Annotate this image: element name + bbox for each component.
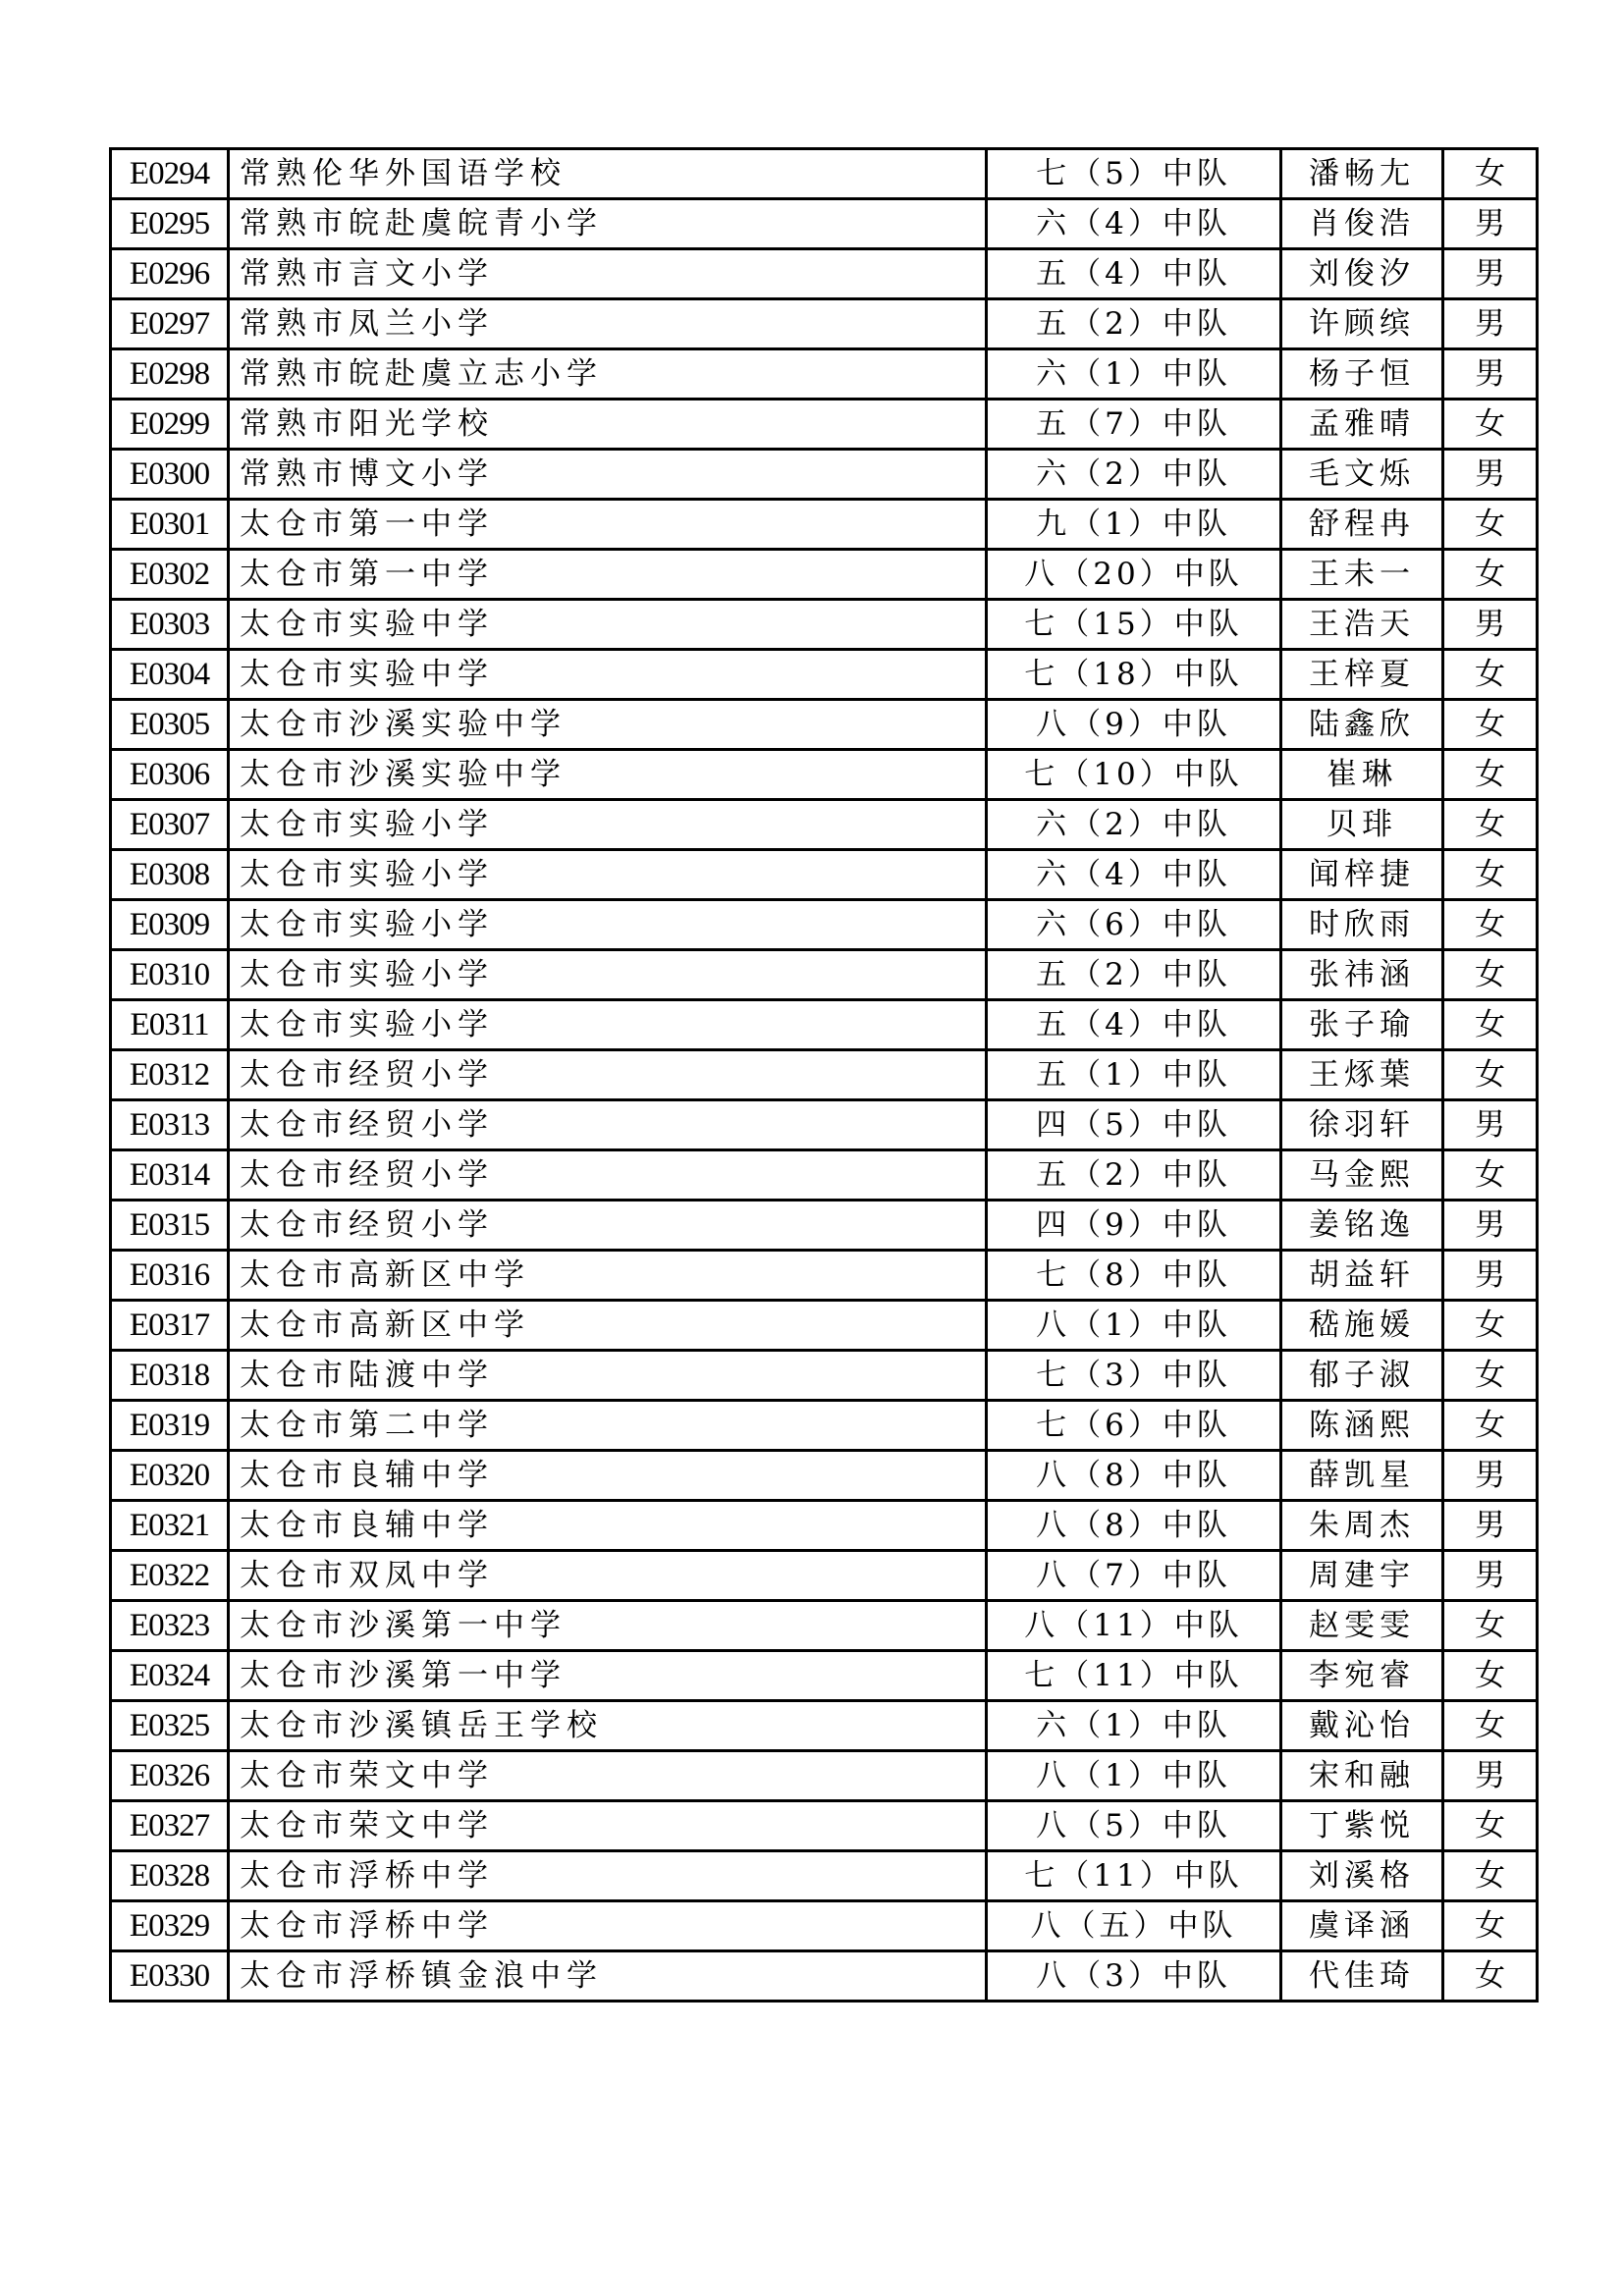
student-name-cell: 刘溪格 (1281, 1851, 1443, 1901)
gender-cell: 女 (1443, 750, 1538, 800)
class-cell: 五（7）中队 (987, 400, 1281, 450)
school-cell: 太仓市良辅中学 (229, 1501, 987, 1551)
gender-cell: 女 (1443, 1701, 1538, 1751)
table-row (111, 550, 1538, 600)
student-id-cell: E0306 (111, 750, 229, 800)
class-cell: 六（1）中队 (987, 349, 1281, 400)
table-row (111, 1751, 1538, 1801)
gender-cell: 女 (1443, 1601, 1538, 1651)
gender-cell: 男 (1443, 1100, 1538, 1150)
student-id-cell: E0310 (111, 950, 229, 1000)
gender-cell: 女 (1443, 1000, 1538, 1050)
class-cell: 七（15）中队 (987, 600, 1281, 650)
school-cell: 太仓市实验小学 (229, 850, 987, 900)
student-id-cell: E0330 (111, 1951, 229, 2002)
gender-cell: 女 (1443, 1050, 1538, 1100)
class-cell: 八（5）中队 (987, 1801, 1281, 1851)
student-id-cell: E0327 (111, 1801, 229, 1851)
table-row (111, 1651, 1538, 1701)
table-row (111, 450, 1538, 500)
gender-cell: 女 (1443, 1351, 1538, 1401)
class-cell: 四（9）中队 (987, 1201, 1281, 1251)
gender-cell: 男 (1443, 199, 1538, 249)
student-id-cell: E0329 (111, 1901, 229, 1951)
student-name-cell: 马金熙 (1281, 1150, 1443, 1201)
class-cell: 八（8）中队 (987, 1501, 1281, 1551)
class-cell: 六（4）中队 (987, 199, 1281, 249)
class-cell: 六（1）中队 (987, 1701, 1281, 1751)
gender-cell: 男 (1443, 1201, 1538, 1251)
school-cell: 太仓市实验小学 (229, 950, 987, 1000)
table-row (111, 1201, 1538, 1251)
school-cell: 太仓市浮桥镇金浪中学 (229, 1951, 987, 2002)
student-name-cell: 张子瑜 (1281, 1000, 1443, 1050)
class-cell: 八（20）中队 (987, 550, 1281, 600)
school-cell: 太仓市浮桥中学 (229, 1901, 987, 1951)
school-cell: 太仓市陆渡中学 (229, 1351, 987, 1401)
table-row (111, 349, 1538, 400)
student-name-cell: 嵇施媛 (1281, 1301, 1443, 1351)
table-row (111, 600, 1538, 650)
table-row (111, 1451, 1538, 1501)
student-name-cell: 姜铭逸 (1281, 1201, 1443, 1251)
table-row (111, 1851, 1538, 1901)
class-cell: 七（10）中队 (987, 750, 1281, 800)
class-cell: 六（2）中队 (987, 450, 1281, 500)
school-cell: 常熟市凤兰小学 (229, 299, 987, 349)
student-id-cell: E0326 (111, 1751, 229, 1801)
student-id-cell: E0316 (111, 1251, 229, 1301)
student-id-cell: E0315 (111, 1201, 229, 1251)
student-name-cell: 郁子淑 (1281, 1351, 1443, 1401)
student-name-cell: 虞译涵 (1281, 1901, 1443, 1951)
table-row (111, 950, 1538, 1000)
school-cell: 太仓市荣文中学 (229, 1801, 987, 1851)
gender-cell: 男 (1443, 1451, 1538, 1501)
student-name-cell: 时欣雨 (1281, 900, 1443, 950)
student-id-cell: E0314 (111, 1150, 229, 1201)
student-name-cell: 丁紫悦 (1281, 1801, 1443, 1851)
table-row (111, 1551, 1538, 1601)
student-name-cell: 朱周杰 (1281, 1501, 1443, 1551)
school-cell: 太仓市实验中学 (229, 650, 987, 700)
gender-cell: 女 (1443, 1851, 1538, 1901)
class-cell: 五（4）中队 (987, 1000, 1281, 1050)
gender-cell: 男 (1443, 1501, 1538, 1551)
student-name-cell: 陈涵熙 (1281, 1401, 1443, 1451)
school-cell: 太仓市沙溪镇岳王学校 (229, 1701, 987, 1751)
student-name-cell: 胡益轩 (1281, 1251, 1443, 1301)
table-row (111, 650, 1538, 700)
student-name-cell: 赵雯雯 (1281, 1601, 1443, 1651)
student-name-cell: 王未一 (1281, 550, 1443, 600)
school-cell: 太仓市良辅中学 (229, 1451, 987, 1501)
student-name-cell: 宋和融 (1281, 1751, 1443, 1801)
student-id-cell: E0303 (111, 600, 229, 650)
student-id-cell: E0298 (111, 349, 229, 400)
student-id-cell: E0311 (111, 1000, 229, 1050)
gender-cell: 女 (1443, 950, 1538, 1000)
school-cell: 太仓市荣文中学 (229, 1751, 987, 1801)
class-cell: 五（1）中队 (987, 1050, 1281, 1100)
student-id-cell: E0308 (111, 850, 229, 900)
class-cell: 七（5）中队 (987, 149, 1281, 199)
gender-cell: 男 (1443, 1251, 1538, 1301)
school-cell: 太仓市第一中学 (229, 550, 987, 600)
gender-cell: 男 (1443, 349, 1538, 400)
class-cell: 七（11）中队 (987, 1851, 1281, 1901)
table-row (111, 700, 1538, 750)
class-cell: 八（11）中队 (987, 1601, 1281, 1651)
student-id-cell: E0319 (111, 1401, 229, 1451)
student-name-cell: 贝琲 (1281, 800, 1443, 850)
roster-table (109, 147, 1539, 2002)
student-id-cell: E0312 (111, 1050, 229, 1100)
gender-cell: 女 (1443, 1301, 1538, 1351)
gender-cell: 女 (1443, 900, 1538, 950)
table-row (111, 750, 1538, 800)
gender-cell: 女 (1443, 700, 1538, 750)
student-id-cell: E0322 (111, 1551, 229, 1601)
student-name-cell: 徐羽轩 (1281, 1100, 1443, 1150)
school-cell: 太仓市经贸小学 (229, 1100, 987, 1150)
gender-cell: 女 (1443, 1801, 1538, 1851)
school-cell: 常熟市博文小学 (229, 450, 987, 500)
student-id-cell: E0305 (111, 700, 229, 750)
table-row (111, 299, 1538, 349)
table-row (111, 199, 1538, 249)
gender-cell: 男 (1443, 1551, 1538, 1601)
school-cell: 太仓市高新区中学 (229, 1301, 987, 1351)
student-id-cell: E0320 (111, 1451, 229, 1501)
class-cell: 八（7）中队 (987, 1551, 1281, 1601)
school-cell: 太仓市第二中学 (229, 1401, 987, 1451)
class-cell: 七（18）中队 (987, 650, 1281, 700)
class-cell: 六（4）中队 (987, 850, 1281, 900)
student-name-cell: 肖俊浩 (1281, 199, 1443, 249)
class-cell: 八（9）中队 (987, 700, 1281, 750)
table-row (111, 1251, 1538, 1301)
student-name-cell: 薛凯星 (1281, 1451, 1443, 1501)
student-name-cell: 潘畅尢 (1281, 149, 1443, 199)
student-id-cell: E0318 (111, 1351, 229, 1401)
student-name-cell: 周建宇 (1281, 1551, 1443, 1601)
student-id-cell: E0304 (111, 650, 229, 700)
student-id-cell: E0302 (111, 550, 229, 600)
table-row (111, 1150, 1538, 1201)
student-name-cell: 孟雅晴 (1281, 400, 1443, 450)
student-id-cell: E0323 (111, 1601, 229, 1651)
school-cell: 太仓市实验中学 (229, 600, 987, 650)
roster-table-body (111, 149, 1538, 2002)
school-cell: 太仓市第一中学 (229, 500, 987, 550)
class-cell: 五（2）中队 (987, 1150, 1281, 1201)
student-name-cell: 陆鑫欣 (1281, 700, 1443, 750)
school-cell: 太仓市沙溪实验中学 (229, 750, 987, 800)
table-row (111, 850, 1538, 900)
table-row (111, 149, 1538, 199)
student-id-cell: E0294 (111, 149, 229, 199)
gender-cell: 女 (1443, 1951, 1538, 2002)
class-cell: 七（8）中队 (987, 1251, 1281, 1301)
school-cell: 太仓市沙溪实验中学 (229, 700, 987, 750)
school-cell: 常熟伦华外国语学校 (229, 149, 987, 199)
student-name-cell: 舒程冉 (1281, 500, 1443, 550)
student-id-cell: E0324 (111, 1651, 229, 1701)
table-row (111, 1351, 1538, 1401)
school-cell: 太仓市经贸小学 (229, 1150, 987, 1201)
student-name-cell: 毛文烁 (1281, 450, 1443, 500)
class-cell: 七（6）中队 (987, 1401, 1281, 1451)
class-cell: 五（2）中队 (987, 299, 1281, 349)
class-cell: 七（11）中队 (987, 1651, 1281, 1701)
table-row (111, 800, 1538, 850)
gender-cell: 女 (1443, 1651, 1538, 1701)
school-cell: 常熟市皖赴虞立志小学 (229, 349, 987, 400)
student-id-cell: E0295 (111, 199, 229, 249)
class-cell: 六（6）中队 (987, 900, 1281, 950)
school-cell: 太仓市浮桥中学 (229, 1851, 987, 1901)
class-cell: 八（1）中队 (987, 1301, 1281, 1351)
gender-cell: 女 (1443, 1150, 1538, 1201)
class-cell: 五（2）中队 (987, 950, 1281, 1000)
class-cell: 八（1）中队 (987, 1751, 1281, 1801)
student-id-cell: E0296 (111, 249, 229, 299)
gender-cell: 男 (1443, 1751, 1538, 1801)
table-row (111, 500, 1538, 550)
table-row (111, 1701, 1538, 1751)
table-row (111, 1000, 1538, 1050)
school-cell: 太仓市实验小学 (229, 800, 987, 850)
table-row (111, 1401, 1538, 1451)
student-id-cell: E0300 (111, 450, 229, 500)
student-id-cell: E0317 (111, 1301, 229, 1351)
table-row (111, 1801, 1538, 1851)
table-row (111, 1100, 1538, 1150)
gender-cell: 男 (1443, 450, 1538, 500)
gender-cell: 男 (1443, 249, 1538, 299)
student-name-cell: 闻梓捷 (1281, 850, 1443, 900)
table-row (111, 900, 1538, 950)
class-cell: 八（3）中队 (987, 1951, 1281, 2002)
school-cell: 太仓市双凤中学 (229, 1551, 987, 1601)
student-id-cell: E0307 (111, 800, 229, 850)
table-row (111, 249, 1538, 299)
student-name-cell: 李宛睿 (1281, 1651, 1443, 1701)
class-cell: 七（3）中队 (987, 1351, 1281, 1401)
gender-cell: 女 (1443, 1401, 1538, 1451)
student-id-cell: E0313 (111, 1100, 229, 1150)
gender-cell: 女 (1443, 1901, 1538, 1951)
school-cell: 常熟市阳光学校 (229, 400, 987, 450)
class-cell: 四（5）中队 (987, 1100, 1281, 1150)
gender-cell: 男 (1443, 600, 1538, 650)
class-cell: 五（4）中队 (987, 249, 1281, 299)
class-cell: 六（2）中队 (987, 800, 1281, 850)
gender-cell: 女 (1443, 400, 1538, 450)
school-cell: 太仓市实验小学 (229, 900, 987, 950)
table-row (111, 1951, 1538, 2002)
student-name-cell: 刘俊汐 (1281, 249, 1443, 299)
student-name-cell: 许顾缤 (1281, 299, 1443, 349)
student-name-cell: 王浩天 (1281, 600, 1443, 650)
school-cell: 太仓市沙溪第一中学 (229, 1601, 987, 1651)
gender-cell: 女 (1443, 149, 1538, 199)
student-name-cell: 戴沁怡 (1281, 1701, 1443, 1751)
gender-cell: 女 (1443, 850, 1538, 900)
gender-cell: 女 (1443, 550, 1538, 600)
gender-cell: 女 (1443, 650, 1538, 700)
student-id-cell: E0325 (111, 1701, 229, 1751)
school-cell: 太仓市经贸小学 (229, 1201, 987, 1251)
table-row (111, 400, 1538, 450)
table-row (111, 1501, 1538, 1551)
gender-cell: 男 (1443, 299, 1538, 349)
gender-cell: 女 (1443, 500, 1538, 550)
student-name-cell: 张祎涵 (1281, 950, 1443, 1000)
table-row (111, 1601, 1538, 1651)
student-id-cell: E0321 (111, 1501, 229, 1551)
table-row (111, 1901, 1538, 1951)
school-cell: 太仓市实验小学 (229, 1000, 987, 1050)
student-name-cell: 王梓夏 (1281, 650, 1443, 700)
student-id-cell: E0328 (111, 1851, 229, 1901)
class-cell: 八（8）中队 (987, 1451, 1281, 1501)
school-cell: 太仓市沙溪第一中学 (229, 1651, 987, 1701)
school-cell: 常熟市皖赴虞皖青小学 (229, 199, 987, 249)
table-row (111, 1050, 1538, 1100)
student-id-cell: E0301 (111, 500, 229, 550)
school-cell: 太仓市经贸小学 (229, 1050, 987, 1100)
gender-cell: 女 (1443, 800, 1538, 850)
student-name-cell: 王烼葉 (1281, 1050, 1443, 1100)
table-row (111, 1301, 1538, 1351)
class-cell: 八（五）中队 (987, 1901, 1281, 1951)
student-id-cell: E0297 (111, 299, 229, 349)
student-id-cell: E0309 (111, 900, 229, 950)
student-name-cell: 杨子恒 (1281, 349, 1443, 400)
student-name-cell: 代佳琦 (1281, 1951, 1443, 2002)
school-cell: 太仓市高新区中学 (229, 1251, 987, 1301)
school-cell: 常熟市言文小学 (229, 249, 987, 299)
student-id-cell: E0299 (111, 400, 229, 450)
class-cell: 九（1）中队 (987, 500, 1281, 550)
student-name-cell: 崔琳 (1281, 750, 1443, 800)
